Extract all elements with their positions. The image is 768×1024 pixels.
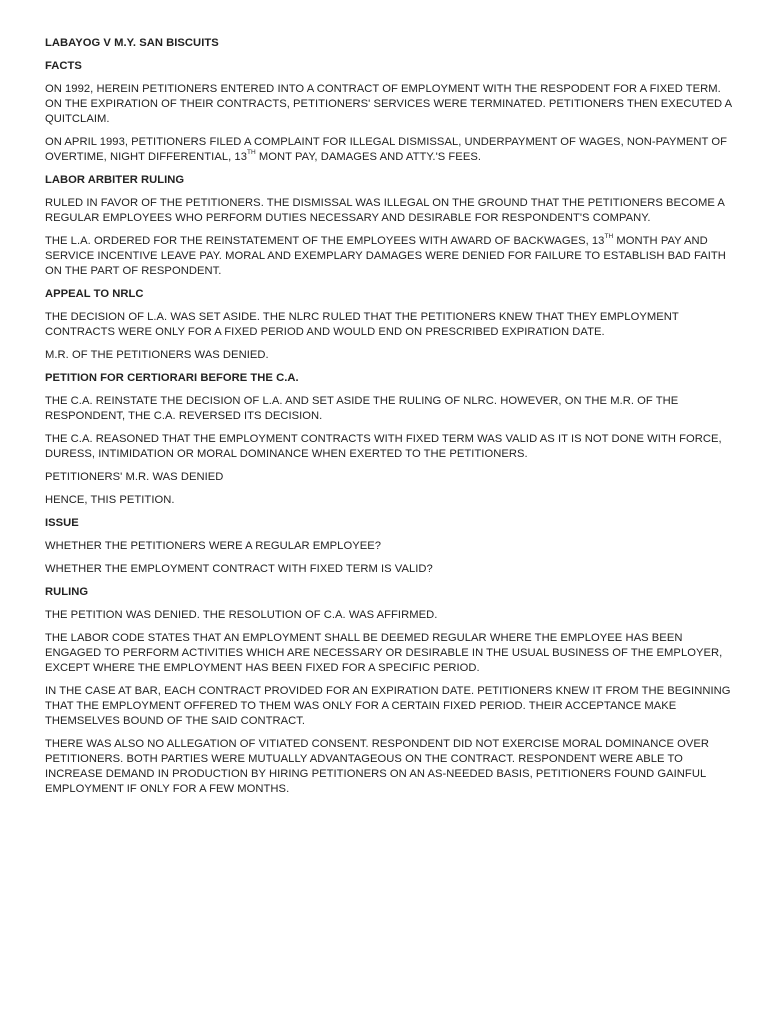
facts-paragraph-1: ON 1992, HEREIN PETITIONERS ENTERED INTO A CONTRACT OF EMPLOYMENT WITH THE RESPODENT FOR A FIXED TERM. ON THE EXPIRATION OF THEIR CONTRACTS, PETITIONERS' SERVICES WERE TERMINATED. PETITIONERS THEN EXECUTED A QUITCLAIM. <box>45 83 732 125</box>
ruling-paragraph-2: THE LABOR CODE STATES THAT AN EMPLOYMENT SHALL BE DEEMED REGULAR WHERE THE EMPLOYEE HAS BEEN ENGAGED TO PERFORM ACTIVITIES WHICH ARE NECESSARY OR DESIRABLE IN THE USUAL BUSINESS OF THE EMPLOYER, EXCEPT WHERE THE EMPLOYMENT HAS BEEN FIXED FOR A SPECIFIC PERIOD. <box>45 632 723 674</box>
certiorari-paragraph-4: HENCE, THIS PETITION. <box>45 494 175 506</box>
facts-paragraph-2-text-a: ON APRIL 1993, PETITIONERS FILED A COMPLAINT FOR ILLEGAL DISMISSAL, UNDERPAYMENT OF WAGES, NON-PAYMENT OF OVERTIME, NIGHT DIFFERENTIAL, 13 <box>45 136 728 163</box>
certiorari-heading: PETITION FOR CERTIORARI BEFORE THE C.A. <box>45 372 299 384</box>
issue-paragraph-2: WHETHER THE EMPLOYMENT CONTRACT WITH FIXED TERM IS VALID? <box>45 563 433 575</box>
ruling-heading: RULING <box>45 586 89 598</box>
certiorari-paragraph-2: THE C.A. REASONED THAT THE EMPLOYMENT CONTRACTS WITH FIXED TERM WAS VALID AS IT IS NOT DONE WITH FORCE, DURESS, INTIMIDATION OR MORAL DOMINANCE WHEN EXERTED TO THE PETITIONERS. <box>45 433 722 460</box>
facts-paragraph-2 <box>45 135 735 165</box>
document-page <box>45 36 735 805</box>
certiorari-paragraph-1: THE C.A. REINSTATE THE DECISION OF L.A. AND SET ASIDE THE RULING OF NLRC. HOWEVER, ON THE M.R. OF THE RESPONDENT, THE C.A. REVERSED ITS DECISION. <box>45 395 679 422</box>
ordinal-superscript: TH <box>246 149 256 157</box>
labor-arbiter-heading: LABOR ARBITER RULING <box>45 174 185 186</box>
labor-arbiter-paragraph-2-text-a: THE L.A. ORDERED FOR THE REINSTATEMENT OF THE EMPLOYEES WITH AWARD OF BACKWAGES, 13 <box>45 235 605 247</box>
labor-arbiter-paragraph-2-text-b: MONTH PAY AND SERVICE INCENTIVE LEAVE PAY. MORAL AND EXEMPLARY DAMAGES WERE DENIED FOR FAILURE TO ESTABLISH BAD FAITH ON THE PART OF RESPONDENT. <box>45 235 726 277</box>
appeal-heading: APPEAL TO NRLC <box>45 288 144 300</box>
case-title: LABAYOG V M.Y. SAN BISCUITS <box>45 37 219 49</box>
facts-paragraph-2-text-b: MONT PAY, DAMAGES AND ATTY.'S FEES. <box>255 151 482 163</box>
issue-paragraph-1: WHETHER THE PETITIONERS WERE A REGULAR EMPLOYEE? <box>45 540 382 552</box>
labor-arbiter-paragraph-1: RULED IN FAVOR OF THE PETITIONERS. THE DISMISSAL WAS ILLEGAL ON THE GROUND THAT THE PETITIONERS BECOME A REGULAR EMPLOYEES WHO PERFORM DUTIES NECESSARY AND DESIRABLE FOR RESPONDENT'S COMPANY. <box>45 197 725 224</box>
issue-heading: ISSUE <box>45 517 79 529</box>
appeal-paragraph-2: M.R. OF THE PETITIONERS WAS DENIED. <box>45 349 269 361</box>
labor-arbiter-paragraph-2 <box>45 234 735 279</box>
ruling-paragraph-3: IN THE CASE AT BAR, EACH CONTRACT PROVIDED FOR AN EXPIRATION DATE. PETITIONERS KNEW IT FROM THE BEGINNING THAT THE EMPLOYMENT OFFERED TO THEM WAS ONLY FOR A CERTAIN FIXED PERIOD. THEIR ACCEPTANCE MAKE THEMSELVES BOUND OF THE SAID CONTRACT. <box>45 685 731 727</box>
certiorari-paragraph-3: PETITIONERS' M.R. WAS DENIED <box>45 471 224 483</box>
ruling-paragraph-4: THERE WAS ALSO NO ALLEGATION OF VITIATED CONSENT. RESPONDENT DID NOT EXERCISE MORAL DOMINANCE OVER PETITIONERS. BOTH PARTIES WERE MUTUALLY ADVANTAGEOUS ON THE CONTRACT. RESPONDENT WERE ABLE TO INCREASE DEMAND IN PRODUCTION BY HIRING PETITIONERS ON AN AS-NEEDED BASIS, PETITIONERS FOUND GAINFUL EMPLOYMENT IF ONLY FOR A FEW MONTHS. <box>45 738 710 795</box>
ruling-paragraph-1: THE PETITION WAS DENIED. THE RESOLUTION OF C.A. WAS AFFIRMED. <box>45 609 438 621</box>
appeal-paragraph-1: THE DECISION OF L.A. WAS SET ASIDE. THE NLRC RULED THAT THE PETITIONERS KNEW THAT THEY EMPLOYMENT CONTRACTS WERE ONLY FOR A FIXED PERIOD AND WOULD END ON PRESCRIBED EXPIRATION DATE. <box>45 311 679 338</box>
facts-heading: FACTS <box>45 60 82 72</box>
ordinal-superscript: TH <box>604 233 614 241</box>
